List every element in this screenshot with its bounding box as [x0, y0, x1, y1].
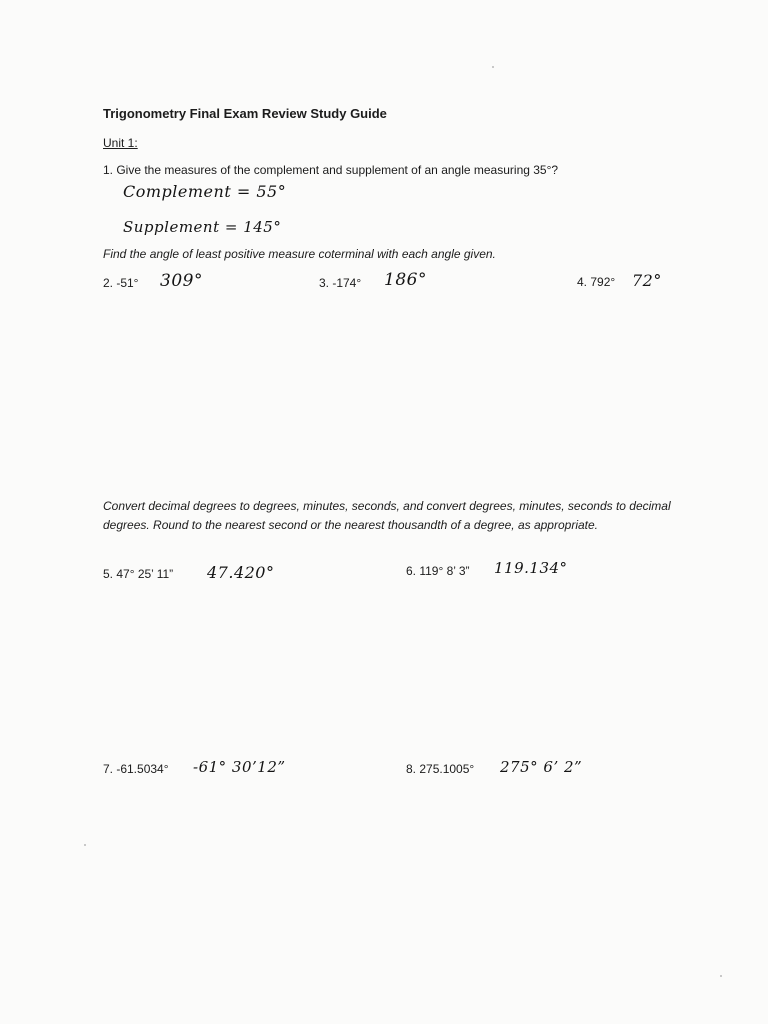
page-title: Trigonometry Final Exam Review Study Guide [103, 106, 387, 121]
question-4-label: 4. 792° [577, 275, 616, 289]
scan-speck [492, 66, 494, 68]
unit-heading: Unit 1: [103, 136, 138, 150]
scan-speck [720, 975, 722, 977]
question-8-answer: 275° 6’ 2” [500, 758, 583, 776]
question-6-answer: 119.134° [494, 559, 568, 577]
coterminal-instruction: Find the angle of least positive measure coterminal with each angle given. [103, 247, 496, 261]
question-5-answer: 47.420° [207, 563, 275, 582]
question-7-label: 7. -61.5034° [103, 762, 169, 776]
question-1-answer-supplement: Supplement = 145° [123, 218, 282, 236]
convert-instruction: Convert decimal degrees to degrees, minutes, seconds, and convert degrees, minutes, seconds to decimal degrees. Round to the nearest second or the nearest thousandth of a degree, as appropriate. [103, 499, 671, 532]
question-4-answer: 72° [632, 271, 662, 290]
question-1-answer-complement: Complement = 55° [123, 182, 287, 201]
question-8-label: 8. 275.1005° [406, 762, 475, 776]
question-6-label: 6. 119° 8’ 3” [406, 564, 470, 578]
question-7-answer: -61° 30’12” [193, 758, 286, 776]
question-5-label: 5. 47° 25’ 11” [103, 567, 174, 581]
question-2-label: 2. -51° [103, 276, 139, 290]
question-2-answer: 309° [160, 271, 203, 291]
question-3-answer: 186° [384, 270, 427, 290]
question-3-label: 3. -174° [319, 276, 362, 290]
scan-speck [84, 844, 86, 846]
question-1-text: 1. Give the measures of the complement and supplement of an angle measuring 35°? [103, 163, 559, 177]
